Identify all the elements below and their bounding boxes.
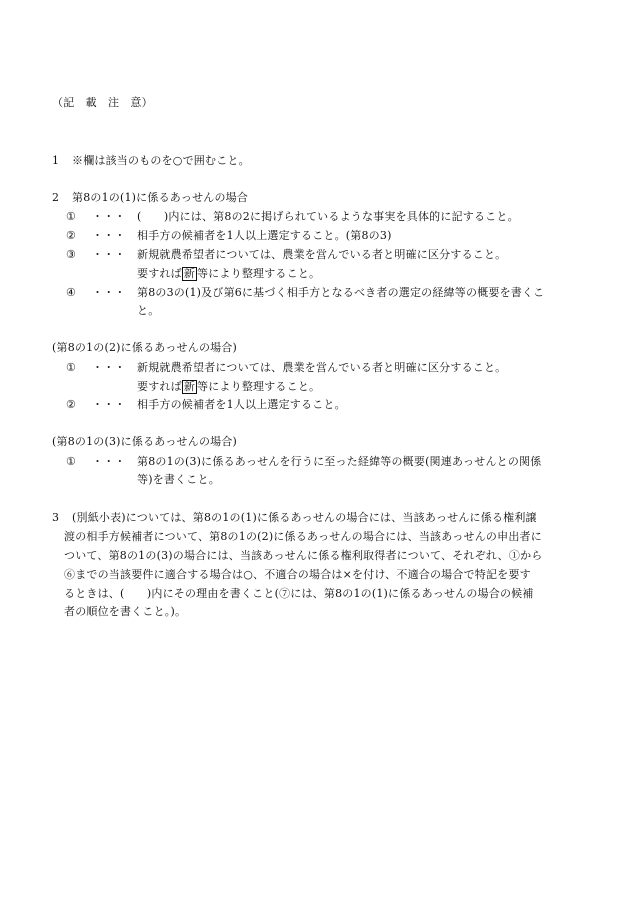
note2-number: 2 xyxy=(52,191,60,204)
note3-line: 者の順位を書くこと。)。 xyxy=(64,605,187,618)
page-heading: （記 載 注 意） xyxy=(52,96,153,109)
note3-line: 渡の相手方候補者について、第8の1の(2)に係るあっせんの場合には、当該あっせんの申出者に xyxy=(64,530,542,543)
note3-line: ⑥までの当該要件に適合する場合は○、不適合の場合は×を付け、不適合の場合で特記を要す xyxy=(64,568,531,581)
item-dots: ・・・ xyxy=(92,229,126,242)
item-text: 新規就農希望者については、農業を営んでいる者と明確に区分すること。 xyxy=(137,361,507,374)
item-text: と。 xyxy=(137,304,160,317)
note3-line: (別紙小表)については、第8の1の(1)に係るあっせんの場合には、当該あっせんに係る権利譲 xyxy=(72,511,537,524)
item-text-boxed-line xyxy=(137,267,320,281)
item-text: 相手方の候補者を1人以上選定すること。(第8の3) xyxy=(137,229,392,242)
note2-title: 第8の1の(1)に係るあっせんの場合 xyxy=(72,191,249,204)
item-mark: ① xyxy=(66,361,77,374)
note1-number: 1 xyxy=(52,154,60,167)
note3-number: 3 xyxy=(52,511,60,524)
boxed-new-mark: 新 xyxy=(183,380,196,393)
boxed-suffix: 等により整理すること。 xyxy=(197,380,321,393)
note1-text: ※欄は該当のものを○で囲むこと。 xyxy=(72,154,250,167)
item-text: 第8の1の(3)に係るあっせんを行うに至った経緯等の概要(関連あっせんとの関係 xyxy=(137,455,542,468)
item-dots: ・・・ xyxy=(92,286,126,299)
item-mark: ④ xyxy=(66,286,77,299)
item-dots: ・・・ xyxy=(92,455,126,468)
item-mark: ① xyxy=(66,210,77,223)
note3-line: るときは、( )内にその理由を書くこと(⑦には、第8の1の(1)に係るあっせんの場合の候補 xyxy=(64,587,534,600)
item-text-boxed-line xyxy=(137,380,320,394)
item-text: 第8の3の(1)及び第6に基づく相手方となるべき者の選定の経緯等の概要を書くこ xyxy=(137,286,545,299)
boxed-new-mark: 新 xyxy=(183,267,196,280)
item-text: 相手方の候補者を1人以上選定すること。 xyxy=(137,398,346,411)
note3-line: ついて、第8の1の(3)の場合には、当該あっせんに係る権利取得者について、それぞれ、①から xyxy=(64,549,543,562)
item-text: 等)を書くこと。 xyxy=(137,473,220,486)
item-mark: ② xyxy=(66,398,77,411)
boxed-suffix: 等により整理すること。 xyxy=(197,267,321,280)
item-dots: ・・・ xyxy=(92,248,126,261)
section-c-title: (第8の1の(3)に係るあっせんの場合) xyxy=(52,435,238,448)
item-dots: ・・・ xyxy=(92,398,126,411)
item-text: ( )内には、第8の2に掲げられているような事実を具体的に記すること。 xyxy=(137,210,519,223)
section-b-title: (第8の1の(2)に係るあっせんの場合) xyxy=(52,341,238,354)
item-dots: ・・・ xyxy=(92,210,126,223)
item-text: 新規就農希望者については、農業を営んでいる者と明確に区分すること。 xyxy=(137,248,507,261)
item-mark: ① xyxy=(66,455,77,468)
boxed-prefix: 要すれば xyxy=(137,267,182,280)
boxed-prefix: 要すれば xyxy=(137,380,182,393)
item-mark: ③ xyxy=(66,248,77,261)
item-dots: ・・・ xyxy=(92,361,126,374)
item-mark: ② xyxy=(66,229,77,242)
